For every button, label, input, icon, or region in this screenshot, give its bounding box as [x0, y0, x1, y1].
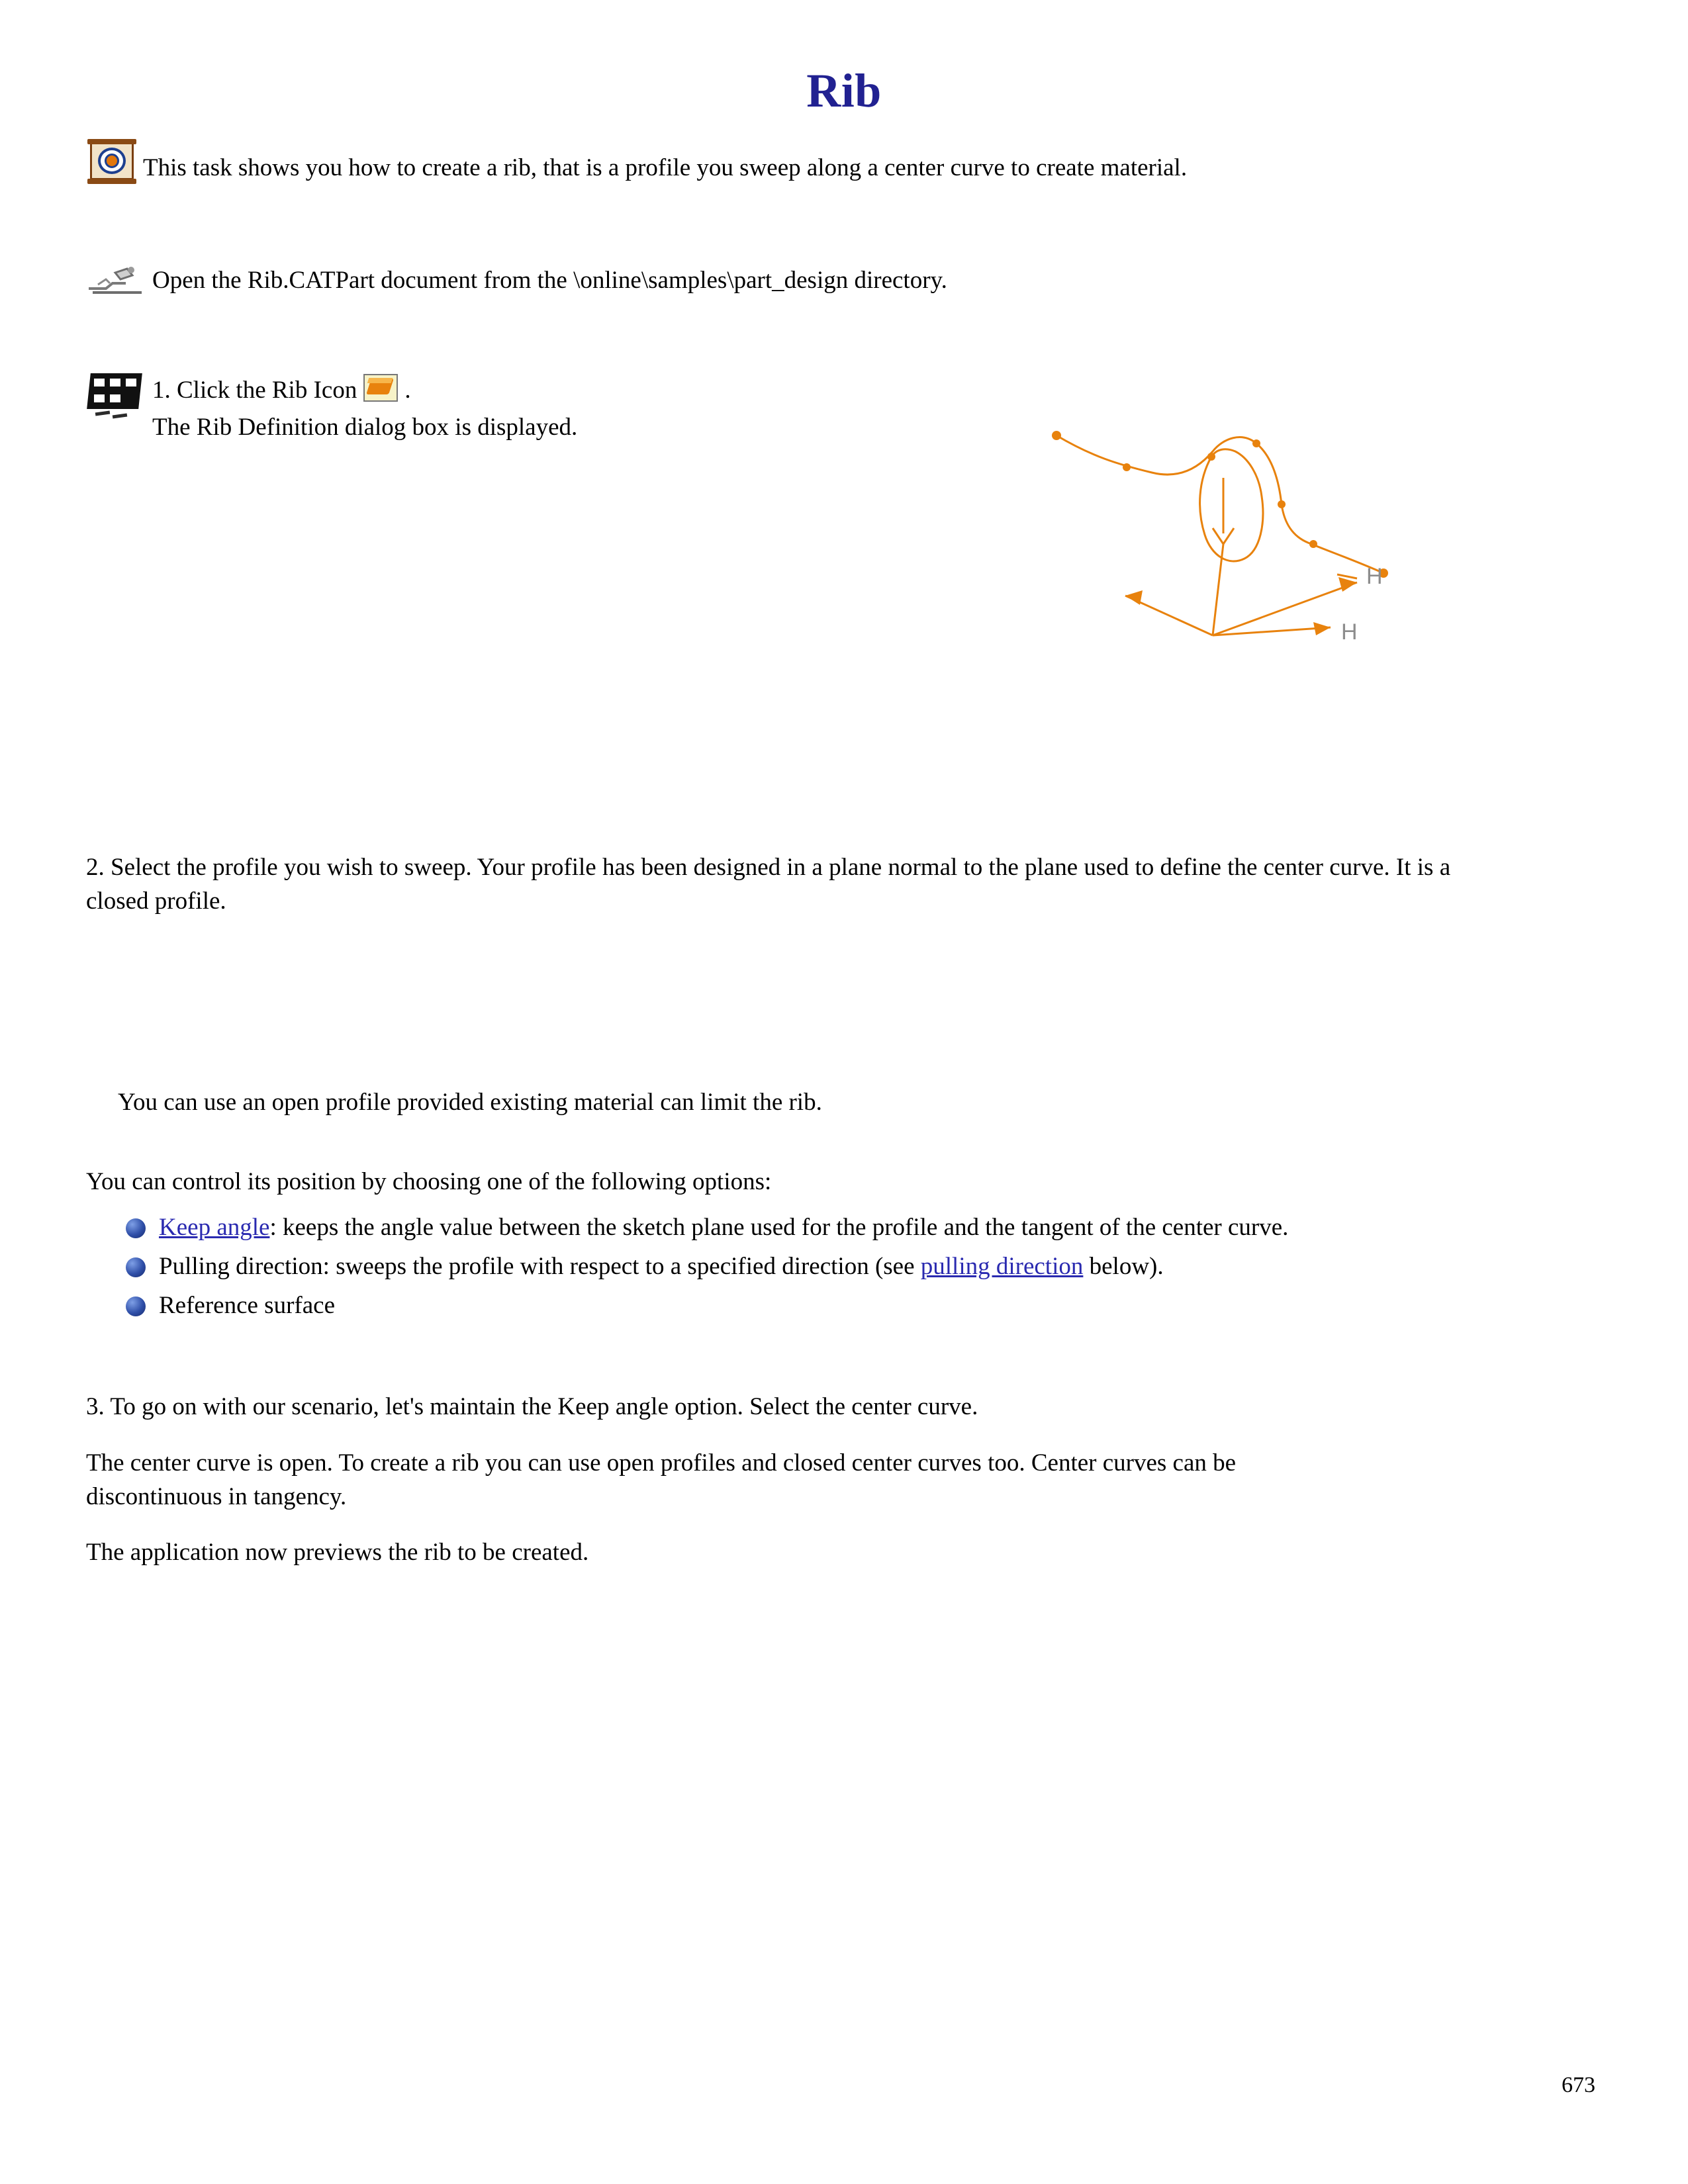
- open-profile-note: [118, 1085, 1508, 1119]
- intro-text: This task shows you how to create a rib, that is a profile you sweep along a center curve to create material.: [143, 154, 1188, 181]
- list-item: [126, 1289, 1476, 1322]
- rib-figure-svg: [1046, 417, 1470, 748]
- open-document-text: Open the Rib.CATPart document from the \online\samples\part_design directory.: [152, 267, 947, 294]
- step2-text: 2. Select the profile you wish to sweep. Your profile has been designed in a plane normal to the plane used to define the center curve. It is a closed profile.: [86, 854, 1451, 915]
- step1-line1: [152, 372, 577, 409]
- document-body: [86, 139, 1609, 1566]
- list-item: [126, 1210, 1476, 1244]
- axis-label-h2: H: [1341, 619, 1358, 645]
- option-keep-angle: [159, 1210, 1288, 1244]
- step1-text-block: [152, 372, 577, 445]
- rib-tool-icon[interactable]: [362, 373, 400, 404]
- step3-paragraph: [86, 1390, 1476, 1424]
- control-options-block: [86, 1165, 1476, 1328]
- axis-label-h1: H: [1366, 564, 1383, 589]
- page-number: 673: [1562, 2073, 1595, 2097]
- step1-line1-after: .: [404, 377, 411, 404]
- film-steps-icon: [86, 372, 147, 421]
- step2-paragraph: [86, 850, 1503, 918]
- option-keep-angle-rest: : keeps the angle value between the sketch plane used for the profile and the tangent of the center curve.: [269, 1214, 1289, 1242]
- intro-paragraph-row: [86, 139, 1609, 185]
- target-icon: [86, 139, 138, 185]
- open-document-icon: [86, 259, 147, 300]
- preview-paragraph: [86, 1535, 1377, 1569]
- step1-line1-before: 1. Click the Rib Icon: [152, 377, 357, 404]
- keep-angle-link[interactable]: Keep angle: [159, 1214, 270, 1242]
- open-document-icon-svg: [86, 259, 147, 300]
- rib-preview-3d-figure: [1046, 417, 1470, 748]
- control-lead-text: You can control its position by choosing one of the following options:: [86, 1168, 772, 1195]
- open-profile-note-text: You can use an open profile provided existing material can limit the rib.: [118, 1089, 822, 1116]
- step3-text: 3. To go on with our scenario, let's maintain the Keep angle option. Select the center curve.: [86, 1393, 978, 1420]
- option-pulling-direction: [159, 1250, 1164, 1283]
- open-document-row: [86, 259, 1609, 300]
- option-reference-surface: Reference surface: [159, 1292, 335, 1320]
- option-pulling-pre: Pulling direction: sweeps the profile with respect to a specified direction (see: [159, 1253, 921, 1281]
- blue-sphere-bullet-icon: [126, 1257, 146, 1277]
- list-item: [126, 1250, 1476, 1283]
- blue-sphere-bullet-icon: [126, 1297, 146, 1316]
- preview-text: The application now previews the rib to be created.: [86, 1539, 589, 1566]
- center-curve-paragraph: [86, 1446, 1377, 1514]
- control-options-list: [126, 1210, 1476, 1322]
- step1-line2: The Rib Definition dialog box is displayed.: [152, 413, 578, 441]
- page-title: Rib: [806, 64, 882, 117]
- blue-sphere-bullet-icon: [126, 1218, 146, 1238]
- center-curve-text: The center curve is open. To create a rib you can use open profiles and closed center curves too. Center curves can be discontinuous in tangency.: [86, 1449, 1237, 1511]
- pulling-direction-link[interactable]: pulling direction: [920, 1253, 1084, 1281]
- option-pulling-post: below).: [1083, 1253, 1164, 1281]
